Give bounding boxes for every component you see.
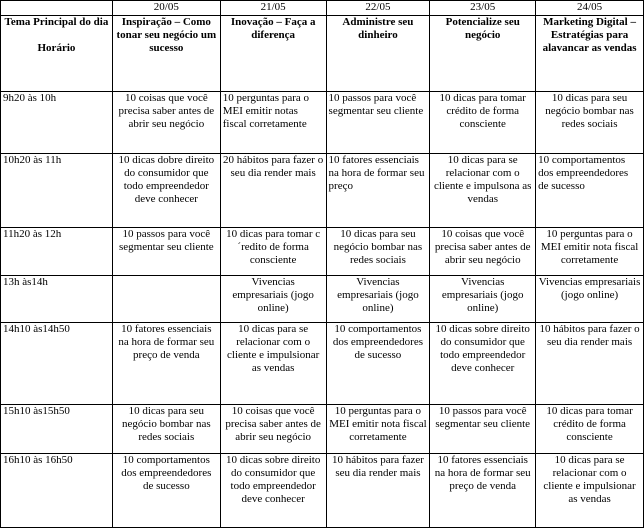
session-cell: 10 comportamentos dos empreendedores de sucesso [326,322,430,405]
time-cell: 11h20 às 12h [1,227,113,275]
corner-cell [1,1,113,16]
session-cell: 20 hábitos para fazer o seu dia render mais [220,153,326,227]
session-cell: Vivencias empresariais (jogo online) [430,276,536,322]
date-row [1,1,644,16]
session-cell: 10 dicas sobre direito do consumidor que todo empreendedor deve conhecer [430,322,536,405]
session-cell: 10 dicas para se relacionar com o cliente e impulsionar as vendas [220,322,326,405]
session-cell: 10 perguntas para o MEI emitir nota fiscal corretamente [536,227,644,275]
session-cell: 10 comportamentos dos empreendedores de sucesso [112,453,220,527]
session-cell: 10 hábitos para fazer o seu dia render mais [536,322,644,405]
date-cell: 24/05 [536,1,644,16]
session-cell: 10 dicas para seu negócio bombar nas redes sociais [536,92,644,153]
theme-heading: Tema Principal do dia [4,16,109,29]
table-row [1,276,644,322]
first-column-header [1,16,113,92]
date-cell: 21/05 [220,1,326,16]
table-row [1,92,644,153]
table-row [1,153,644,227]
session-cell: 10 dicas para tomar crédito de forma consciente [430,92,536,153]
time-cell: 14h10 às14h50 [1,322,113,405]
date-cell: 22/05 [326,1,430,16]
session-cell: 10 fatores essenciais na hora de formar seu preço de venda [112,322,220,405]
table-row [1,453,644,527]
table-row [1,405,644,453]
session-cell: 10 passos para você segmentar seu cliente [326,92,430,153]
session-cell: 10 perguntas para o MEI emitir nota fiscal corretamente [326,405,430,453]
session-cell [112,276,220,322]
session-cell: 10 dicas para se relacionar com o cliente e impulsona as vendas [430,153,536,227]
time-cell: 9h20 às 10h [1,92,113,153]
time-cell: 13h às14h [1,276,113,322]
session-cell: 10 coisas que você precisa saber antes de abrir seu negócio [220,405,326,453]
session-cell: Vivencias empresariais (jogo online) [326,276,430,322]
session-cell: Vivencias empresariais (jogo online) [536,276,644,322]
session-cell: 10 dicas para seu negócio bombar nas redes sociais [326,227,430,275]
session-cell: 10 dicas para se relacionar com o cliente e impulsionar as vendas [536,453,644,527]
session-cell: 10 fatores essenciais na hora de formar seu preço de venda [430,453,536,527]
session-cell: Vivencias empresariais (jogo online) [220,276,326,322]
session-cell: 10 dicas para tomar crédito de forma consciente [536,405,644,453]
session-cell: 10 passos para você segmentar seu cliente [112,227,220,275]
time-cell: 15h10 às15h50 [1,405,113,453]
session-cell: 10 coisas que você precisa saber antes de abrir seu negócio [112,92,220,153]
session-cell: 10 hábitos para fazer seu dia render mais [326,453,430,527]
session-cell: 10 perguntas para o MEI emitir notas fiscal corretamente [220,92,326,153]
table-row [1,227,644,275]
time-cell: 10h20 às 11h [1,153,113,227]
session-cell: 10 dicas para tomar c´redito de forma consciente [220,227,326,275]
table-row [1,322,644,405]
theme-cell: Potencialize seu negócio [430,16,536,92]
theme-cell: Inovação – Faça a diferença [220,16,326,92]
date-cell: 23/05 [430,1,536,16]
theme-cell: Inspiração – Como tonar seu negócio um sucesso [112,16,220,92]
session-cell: 10 passos para você segmentar seu cliente [430,405,536,453]
theme-cell: Administre seu dinheiro [326,16,430,92]
session-cell: 10 dicas sobre direito do consumidor que todo empreendedor deve conhecer [220,453,326,527]
session-cell: 10 comportamentos dos empreendedores de sucesso [536,153,644,227]
theme-row [1,16,644,92]
time-cell: 16h10 às 16h50 [1,453,113,527]
theme-cell: Marketing Digital – Estratégias para alavancar as vendas [536,16,644,92]
session-cell: 10 fatores essenciais na hora de formar seu preço [326,153,430,227]
session-cell: 10 coisas que você precisa saber antes de abrir seu negócio [430,227,536,275]
date-cell: 20/05 [112,1,220,16]
time-heading: Horário [37,42,76,55]
session-cell: 10 dicas para seu negócio bombar nas redes sociais [112,405,220,453]
session-cell: 10 dicas dobre direito do consumidor que todo empreendedor deve conhecer [112,153,220,227]
